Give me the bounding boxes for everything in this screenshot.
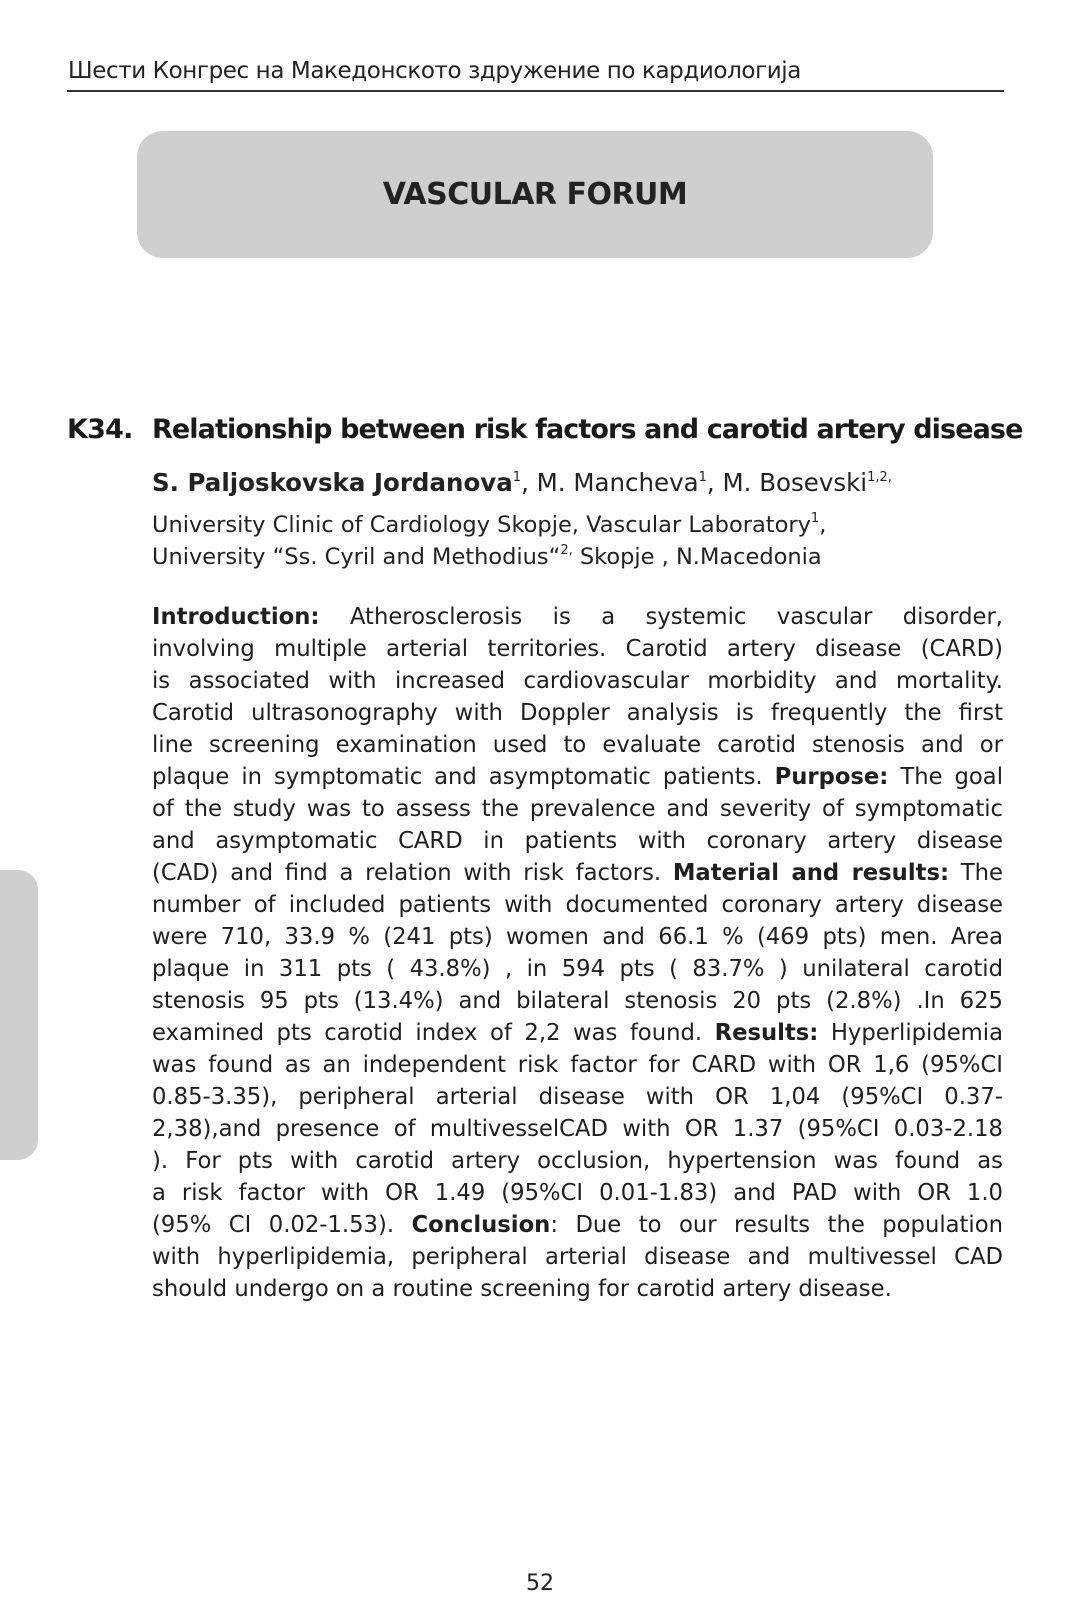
affiliation-marker: 2, bbox=[560, 543, 573, 558]
section-title: VASCULAR FORUM bbox=[382, 177, 688, 212]
abstract-text: plaque in symptomatic and asymptomatic patients. bbox=[152, 764, 775, 790]
abstract-text: and asymptomatic CARD in patients with coronary artery disease bbox=[152, 828, 1003, 854]
abstract-code: K34. bbox=[67, 414, 133, 445]
abstract-body-line bbox=[152, 889, 1003, 921]
abstract-text: The goal bbox=[888, 764, 1003, 790]
abstract-text: (95% CI 0.02-1.53). bbox=[152, 1212, 412, 1238]
abstract-body-line bbox=[152, 1209, 1003, 1241]
abstract-body-line bbox=[152, 1241, 1003, 1273]
abstract-text: were 710, 33.9 % (241 pts) women and 66.1 % (469 pts) men. Area bbox=[152, 924, 1003, 950]
abstract-text: The bbox=[949, 860, 1003, 886]
abstract-body-line bbox=[152, 825, 1003, 857]
abstract-body-line bbox=[152, 1081, 1003, 1113]
abstract-body-line bbox=[152, 793, 1003, 825]
abstract-body bbox=[152, 601, 1003, 1305]
abstract-body-line bbox=[152, 857, 1003, 889]
abstract-title: Relationship between risk factors and carotid artery disease bbox=[152, 414, 1023, 445]
abstract-section-label: Results: bbox=[714, 1020, 819, 1046]
abstract-text: 2,38),and presence of multivesselCAD with OR 1.37 (95%CI 0.03-2.18 bbox=[152, 1116, 1003, 1142]
author-affiliation-marker: 1 bbox=[512, 470, 522, 485]
abstract-text: stenosis 95 pts (13.4%) and bilateral stenosis 20 pts (2.8%) .In 625 bbox=[152, 988, 1003, 1014]
section-banner bbox=[137, 131, 933, 258]
author-name: M. Mancheva bbox=[536, 468, 699, 497]
side-thumb-tab bbox=[0, 870, 38, 1160]
abstract-text: involving multiple arterial territories. Carotid artery disease (CARD) bbox=[152, 636, 1003, 662]
abstract-body-line bbox=[152, 985, 1003, 1017]
abstract-body-line bbox=[152, 697, 1003, 729]
abstract-body-line bbox=[152, 633, 1003, 665]
affiliation-text: Skopje , N.Macedonia bbox=[572, 544, 822, 570]
abstract-text: : Due to our results the population bbox=[550, 1212, 1003, 1238]
affiliation-marker: 1 bbox=[810, 511, 820, 526]
abstract-text: Atherosclerosis is a systemic vascular disorder, bbox=[319, 604, 1003, 630]
abstract-text: should undergo on a routine screening for carotid artery disease. bbox=[152, 1276, 892, 1302]
abstract-body-line bbox=[152, 1145, 1003, 1177]
abstract-body-line bbox=[152, 1017, 1003, 1049]
abstract-section-label: Introduction: bbox=[152, 604, 320, 630]
abstract-body-line bbox=[152, 1049, 1003, 1081]
abstract-text: was found as an independent risk factor for CARD with OR 1,6 (95%CI bbox=[152, 1052, 1003, 1078]
abstract-body-line bbox=[152, 761, 1003, 793]
abstract-text: ). For pts with carotid artery occlusion, hypertension was found as bbox=[152, 1148, 1003, 1174]
affiliation-line bbox=[152, 512, 826, 538]
abstract-text: (CAD) and find a relation with risk factors. bbox=[152, 860, 673, 886]
abstract-section-label: Conclusion bbox=[411, 1212, 551, 1238]
abstract-text: Hyperlipidemia bbox=[818, 1020, 1003, 1046]
header-rule bbox=[67, 90, 1004, 92]
affiliation-text: University Clinic of Cardiology Skopje, Vascular Laboratory bbox=[152, 512, 811, 538]
author-name: M. Bosevski bbox=[722, 468, 868, 497]
abstract-text: of the study was to assess the prevalence and severity of symptomatic bbox=[152, 796, 1003, 822]
affiliation-text: University “Ss. Cyril and Methodius“ bbox=[152, 544, 561, 570]
abstract-text: is associated with increased cardiovascular morbidity and mortality. bbox=[152, 668, 1003, 694]
author-affiliation-marker: 1 bbox=[698, 470, 707, 485]
abstract-body-line bbox=[152, 729, 1003, 761]
author-separator: , bbox=[521, 468, 537, 497]
abstract-text: a risk factor with OR 1.49 (95%CI 0.01-1.83) and PAD with OR 1.0 bbox=[152, 1180, 1003, 1206]
author-list bbox=[152, 468, 892, 497]
abstract-text: with hyperlipidemia, peripheral arterial disease and multivessel CAD bbox=[152, 1244, 1003, 1270]
abstract-body-line bbox=[152, 665, 1003, 697]
abstract-body-line bbox=[152, 1113, 1003, 1145]
abstract-body-line bbox=[152, 953, 1003, 985]
abstract-body-line bbox=[152, 1177, 1003, 1209]
abstract-text: number of included patients with documented coronary artery disease bbox=[152, 892, 1003, 918]
abstract-body-line bbox=[152, 601, 1003, 633]
abstract-text: examined pts carotid index of 2,2 was found. bbox=[152, 1020, 715, 1046]
page-number: 52 bbox=[526, 1571, 554, 1596]
abstract-text: plaque in 311 pts ( 43.8%) , in 594 pts ( 83.7% ) unilateral carotid bbox=[152, 956, 1003, 982]
author-separator: , bbox=[706, 468, 723, 497]
abstract-section-label: Purpose: bbox=[774, 764, 889, 790]
abstract-text: line screening examination used to evaluate carotid stenosis and or bbox=[152, 732, 1003, 758]
abstract-text: Carotid ultrasonography with Doppler analysis is frequently the first bbox=[152, 700, 1003, 726]
author-name: S. Paljoskovska Jordanova bbox=[152, 468, 513, 497]
abstract-text: 0.85-3.35), peripheral arterial disease with OR 1,04 (95%CI 0.37- bbox=[152, 1084, 1003, 1110]
affiliation-punctuation: , bbox=[819, 512, 827, 538]
abstract-section-label: Material and results: bbox=[672, 860, 950, 886]
abstract-body-line bbox=[152, 921, 1003, 953]
running-header: Шести Конгрес на Македонското здружение по кардиологија bbox=[68, 58, 801, 84]
affiliation-line bbox=[152, 544, 822, 570]
author-affiliation-marker: 1,2, bbox=[867, 470, 892, 485]
abstract-body-line bbox=[152, 1273, 1003, 1305]
